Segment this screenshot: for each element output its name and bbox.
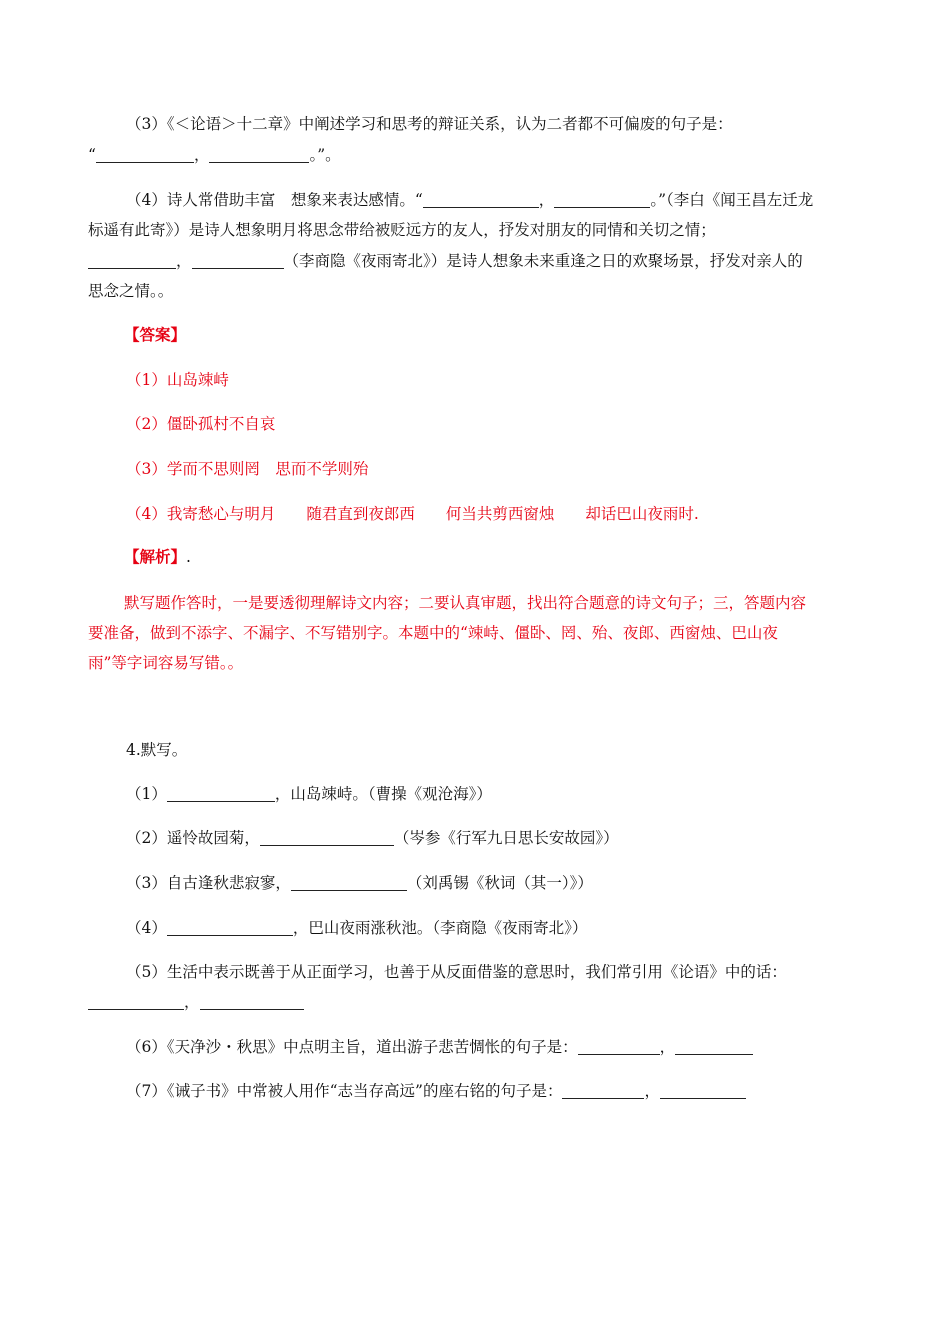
q4-item-6: （6）《天净沙・秋思》中点明主旨，道出游子悲苦惆怅的句子是： ， bbox=[126, 1036, 753, 1058]
q4-title: 4.默写。 bbox=[126, 741, 188, 759]
answer-blank[interactable] bbox=[291, 874, 407, 891]
answer-blank[interactable] bbox=[96, 146, 194, 163]
analysis-heading-line: 【解析】. bbox=[124, 547, 191, 566]
q3-item3-line1: （3）《＜论语＞十二章》中阐述学习和思考的辩证关系，认为二者都不可偏废的句子是： bbox=[126, 115, 733, 133]
q4-item-3: （3）自古逢秋悲寂寥， （刘禹锡《秋词（其一）》） bbox=[126, 874, 593, 892]
q4-item-5-line1: （5）生活中表示既善于从正面学习，也善于从反面借鉴的意思时，我们常引用《论语》中的话： bbox=[126, 963, 787, 981]
answer-blank[interactable] bbox=[554, 191, 650, 208]
q3-item3-line2: “ ， 。”。 bbox=[88, 146, 341, 164]
analysis-heading: 【解析】 bbox=[124, 547, 187, 566]
answer-blank[interactable] bbox=[200, 993, 304, 1010]
answer-item-3: （3）学而不思则罔 思而不学则殆 bbox=[126, 460, 369, 478]
answer-blank[interactable] bbox=[88, 993, 184, 1010]
q3-item4-line1: （4）诗人常借助丰富 想象来表达感情。“ ， 。”（李白《闻王昌左迁龙 bbox=[126, 191, 814, 209]
q4-item-4: （4） ，巴山夜雨涨秋池。（李商隐《夜雨寄北》） bbox=[126, 919, 588, 937]
q4-item-7: （7）《诫子书》中常被人用作“志当存高远”的座右铭的句子是： ， bbox=[126, 1080, 746, 1102]
answer-blank[interactable] bbox=[209, 146, 309, 163]
analysis-line1: 默写题作答时，一是要透彻理解诗文内容；二要认真审题，找出符合题意的诗文句子；三，答题内容 bbox=[124, 594, 807, 612]
analysis-line2: 要准备，做到不添字、不漏字、不写错别字。本题中的“竦峙、僵卧、罔、殆、夜郎、西窗烛、巴山夜 bbox=[88, 624, 778, 642]
answer-blank[interactable] bbox=[192, 252, 284, 269]
answer-heading: 【答案】 bbox=[124, 325, 187, 344]
answer-blank[interactable] bbox=[675, 1038, 753, 1055]
q4-item-5-line2: ， bbox=[88, 991, 304, 1013]
answer-blank[interactable] bbox=[260, 829, 394, 846]
analysis-line3: 雨”等字词容易写错。。 bbox=[88, 654, 244, 672]
answer-item-2: （2）僵卧孤村不自哀 bbox=[126, 415, 276, 433]
answer-blank[interactable] bbox=[423, 191, 539, 208]
answer-blank[interactable] bbox=[660, 1082, 746, 1099]
answer-item-1: （1）山岛竦峙 bbox=[126, 371, 229, 389]
answer-blank[interactable] bbox=[167, 919, 293, 936]
answer-blank[interactable] bbox=[167, 785, 275, 802]
q3-item4-line3: ， （李商隐《夜雨寄北》）是诗人想象未来重逢之日的欢聚场景，抒发对亲人的 bbox=[88, 250, 803, 272]
q3-item4-line4: 思念之情。。 bbox=[88, 282, 174, 300]
answer-blank[interactable] bbox=[88, 252, 176, 269]
q4-item-2: （2）遥怜故园菊， （岑参《行军九日思长安故园》） bbox=[126, 829, 619, 847]
q3-item4-line2: 标遥有此寄》）是诗人想象明月将思念带给被贬远方的友人，抒发对朋友的同情和关切之情； bbox=[88, 221, 716, 239]
q4-item-1: （1） ，山岛竦峙。（曹操《观沧海》） bbox=[126, 785, 492, 803]
answer-blank[interactable] bbox=[578, 1038, 660, 1055]
answer-blank[interactable] bbox=[562, 1082, 644, 1099]
answer-item-4: （4）我寄愁心与明月 随君直到夜郎西 何当共剪西窗烛 却话巴山夜雨时. bbox=[126, 505, 699, 523]
